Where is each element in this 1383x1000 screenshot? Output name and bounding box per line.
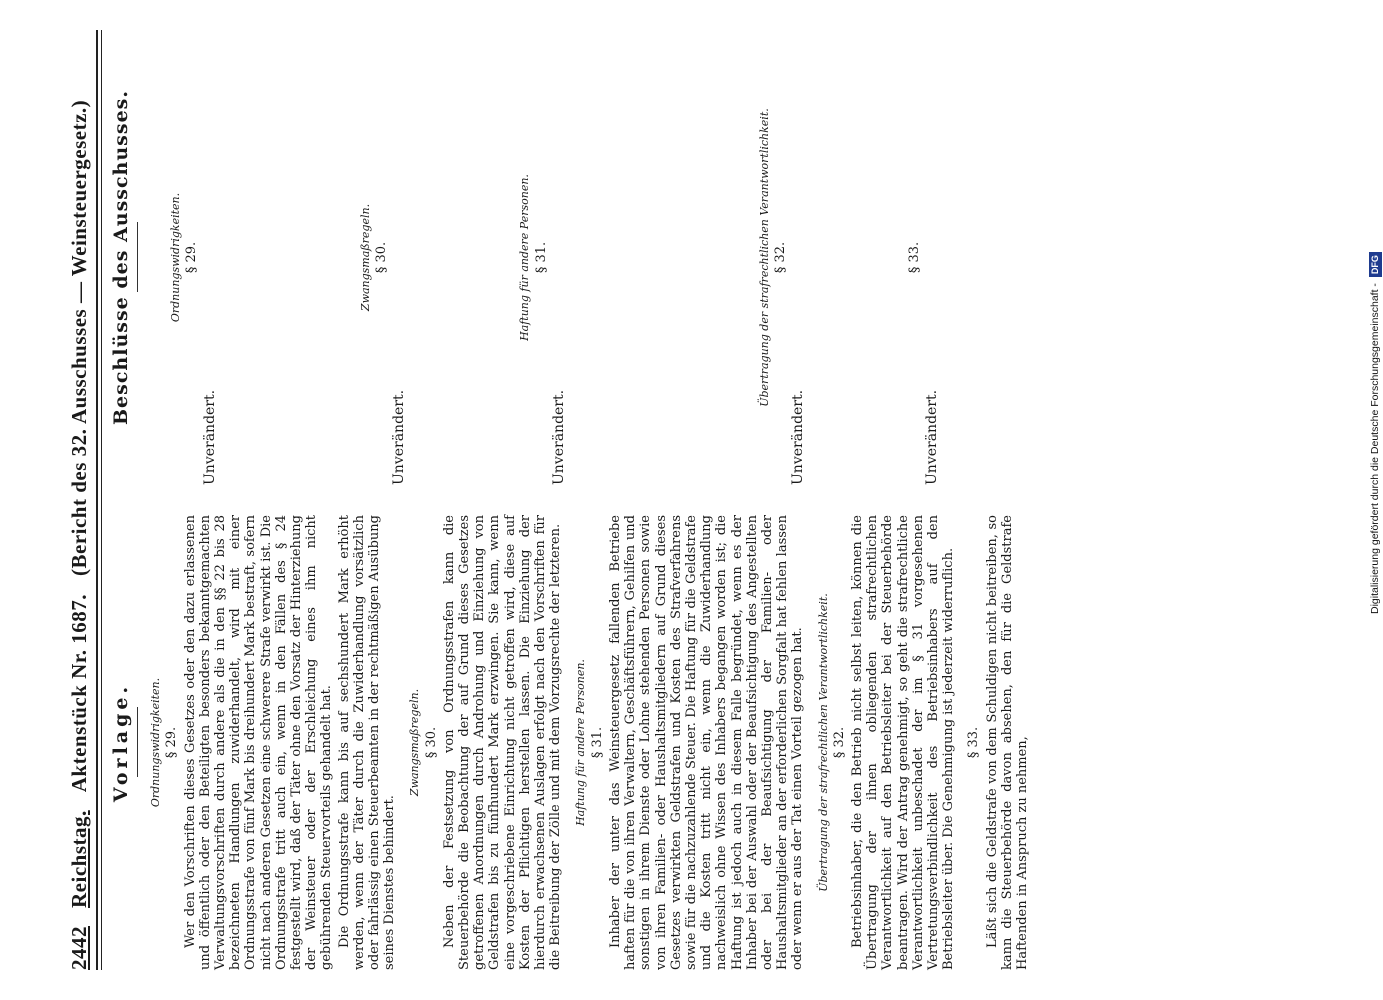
left-column-title: Vorlage. bbox=[110, 682, 132, 803]
section-heading: Ordnungswidrigkeiten. bbox=[169, 192, 183, 323]
decision-32 bbox=[757, 30, 807, 485]
section-heading: Zwangsmaßregeln. bbox=[408, 688, 422, 797]
section-heading: Zwangsmaßregeln. bbox=[358, 203, 372, 312]
dfg-logo: DFG bbox=[1369, 252, 1382, 277]
section-number: § 32. bbox=[773, 241, 789, 274]
title-divider bbox=[137, 223, 138, 293]
section-number: § 29. bbox=[184, 241, 200, 274]
parliament-name: Reichstag. bbox=[67, 810, 91, 908]
decision-text: Unverändert. bbox=[550, 389, 567, 485]
section-33 bbox=[966, 515, 1030, 970]
document-ref: Aktenstück Nr. 1687. bbox=[67, 594, 91, 793]
section-30 bbox=[407, 515, 563, 970]
section-heading: Übertragung der strafrechtlichen Verantwortlichkeit. bbox=[758, 108, 772, 407]
digitization-notice bbox=[1366, 6, 1383, 994]
decision-30 bbox=[358, 30, 408, 485]
section-number: § 33. bbox=[906, 241, 922, 274]
digitization-text: Digitalisierung gefördert durch die Deutsche Forschungsgemeinschaft - bbox=[1369, 283, 1381, 614]
header-rule bbox=[96, 30, 98, 970]
rotated-page bbox=[50, 30, 1250, 970]
section-heading: Ordnungswidrigkeiten. bbox=[149, 677, 163, 808]
document-subtitle: (Bericht des 32. Ausschusses — Weinsteuergesetz.) bbox=[67, 99, 91, 576]
decision-text: Unverändert. bbox=[391, 389, 408, 485]
page-header bbox=[50, 30, 92, 970]
decision-29 bbox=[168, 30, 218, 485]
paragraph: Betriebsinhaber, die den Betrieb nicht selbst leiten, können die Übertragung der ihnen obliegenden strafrechtlichen Verantwortlichkeit auf den Betriebsleiter bei der Steuerbehörde beantragen. Wird der Antrag genehmigt, so geht die strafrechtliche Verantwortlichkeit unbeschadet der im § 31 vorgesehenen Vertretungsverbindlichkeit des Betriebsinhabers auf den Betriebsleiter über. Die Genehmigung ist jederzeit widerruflich. bbox=[849, 515, 957, 970]
paragraph: Neben der Festsetzung von Ordnungsstrafen kann die Steuerbehörde die Beobachtung der auf Grund dieses Gesetzes getroffenen Anordnungen durch Androhung und Einziehung von Geldstrafen bis zu fünfhundert Mark erzwingen. Sie kann, wenn eine vorgeschriebene Einrichtung nicht getroffen wird, diese auf Kosten der Pflichtigen herstellen lassen. Die Einziehung der hierdurch erwachsenen Auslagen erfolgt nach den Vorschriften für die Beitreibung der Zölle und mit dem Vorzugsrechte der letzteren. bbox=[441, 515, 564, 970]
decision-31 bbox=[517, 30, 567, 485]
title-divider bbox=[137, 708, 138, 778]
section-heading: Übertragung der strafrechtlichen Verantwortlichkeit. bbox=[816, 593, 830, 892]
section-heading: Haftung für andere Personen. bbox=[574, 659, 588, 826]
section-number: § 30. bbox=[374, 241, 390, 274]
section-number: § 29. bbox=[164, 726, 180, 759]
decision-text: Unverändert. bbox=[201, 389, 218, 485]
section-29 bbox=[148, 515, 397, 970]
section-number: § 33. bbox=[966, 726, 982, 759]
section-heading: Haftung für andere Personen. bbox=[518, 174, 532, 341]
section-31 bbox=[573, 515, 805, 970]
section-number: § 30. bbox=[423, 726, 439, 759]
left-column bbox=[110, 515, 1030, 970]
decision-33 bbox=[907, 30, 940, 485]
paragraph: Läßt sich die Geldstrafe von dem Schuldigen nicht beitreiben, so kann die Steuerbehörde davon absehen, den für die Geldstrafe Haftenden in Anspruch zu nehmen, bbox=[984, 515, 1030, 970]
paragraph: Wer den Vorschriften dieses Gesetzes oder den dazu erlassenen und öffentlich oder den Beteiligten besonders bekanntgemachten Verwaltungsvorschriften durch andere als die in den §§ 22 bis 28 bezeichneten Handlungen zuwiderhandelt, wird mit einer Ordnungsstrafe von fünf Mark bis dreihundert Mark bestraft, sofern nicht nach anderen Gesetzen eine schwerere Strafe verwirkt ist. Die Ordnungsstrafe tritt auch ein, wenn in den Fällen des § 24 festgestellt wird, daß der Täter ohne den Vorsatz der Hinterziehung der Weinsteuer oder der Erschleichung eines ihm nicht gebührenden Steuervorteils gehandelt hat. bbox=[182, 515, 335, 970]
right-column bbox=[110, 30, 940, 485]
decision-text: Unverändert. bbox=[923, 389, 940, 485]
paragraph: Die Ordnungsstrafe kann bis auf sechshundert Mark erhöht werden, wenn der Täter durch die Zuwiderhandlung vorsätzlich oder fahrlässig einen Steuerbeamten in der rechtmäßigen Ausübung seines Dienstes behindert. bbox=[336, 515, 398, 970]
section-32 bbox=[816, 515, 957, 970]
section-number: § 31. bbox=[533, 241, 549, 274]
page-number: 2442 bbox=[67, 926, 91, 970]
header-rule-thin bbox=[101, 30, 102, 970]
section-number: § 31. bbox=[589, 726, 605, 759]
paragraph: Inhaber der unter das Weinsteuergesetz fallenden Betriebe haften für die von ihren Verwaltern, Geschäftsführern, Gehilfen und sonstigen in ihrem Dienste oder Lohne stehenden Personen sowie von ihren Familien- oder Haushaltsmitgliedern auf Grund dieses Gesetzes verwirkten Geldstrafen und Kosten des Strafverfahrens sowie für die nachzuzahlende Steuer. Die Haftung für die Geldstrafe und die Kosten tritt nicht ein, wenn die Zuwiderhandlung nachweislich ohne Wissen des Inhabers begangen worden ist; die Haftung ist jedoch auch in diesem Falle begründet, wenn es der Inhaber bei der Auswahl oder der Beaufsichtigung des Angestellten oder bei der Beaufsichtigung der Familien- oder Haushaltsmitglieder an der erforderlichen Sorgfalt hat fehlen lassen oder wenn er aus der Tat einen Vorteil gezogen hat. bbox=[607, 515, 806, 970]
right-column-title: Beschlüsse des Ausschusses. bbox=[110, 90, 132, 425]
decision-text: Unverändert. bbox=[790, 389, 807, 485]
section-number: § 32. bbox=[831, 726, 847, 759]
